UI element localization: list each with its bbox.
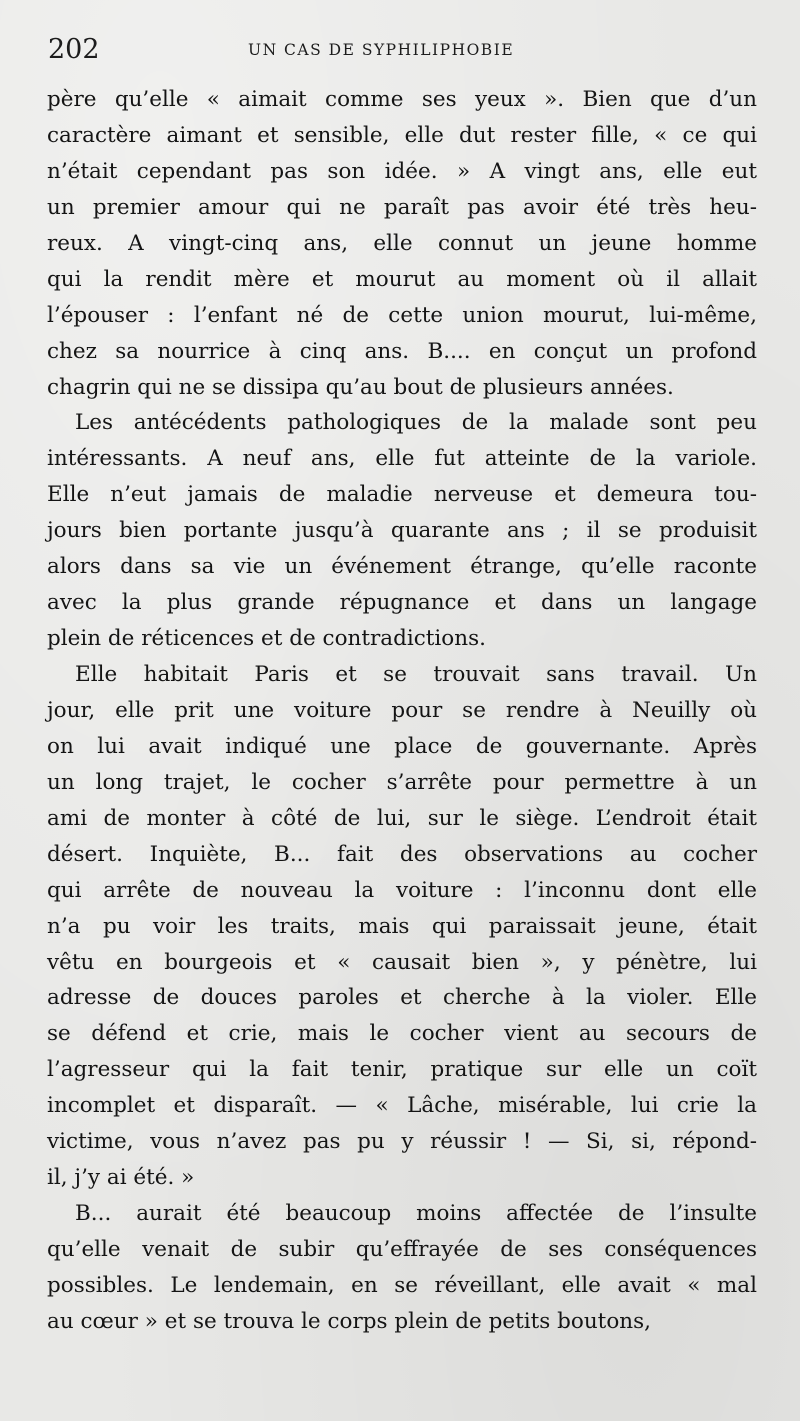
text-line: possibles. Le lendemain, en se réveillant, elle avait « mal [47,1272,757,1298]
text-line: Les antécédents pathologiques de la malade sont peu [75,410,757,436]
text-line: qui arrête de nouveau la voiture : l’inconnu dont elle [47,877,757,903]
text-line: qu’elle venait de subir qu’effrayée de ses conséquences [47,1237,757,1262]
text-line: un premier amour qui ne paraît pas avoir été très heu- [47,194,757,220]
text-line: Elle n’eut jamais de maladie nerveuse et demeura tou- [47,482,757,508]
text-line: incomplet et disparaît. — « Lâche, misérable, lui crie la [47,1093,757,1119]
running-title: UN CAS DE SYPHILIPHOBIE [248,41,515,59]
text-line: il, j’y ai été. » [47,1165,195,1191]
text-line: jour, elle prit une voiture pour se rendre à Neuilly où [47,697,757,723]
text-line: un long trajet, le cocher s’arrête pour permettre à un [47,769,757,795]
text-line: intéressants. A neuf ans, elle fut atteinte de la variole. [47,446,757,472]
text-line: jours bien portante jusqu’à quarante ans ; il se produisit [47,518,757,544]
text-line: se défend et crie, mais le cocher vient au secours de [47,1021,757,1047]
page-header [48,34,756,74]
text-line: l’épouser : l’enfant né de cette union mourut, lui-même, [47,302,757,328]
text-line: au cœur » et se trouva le corps plein de petits boutons, [47,1308,651,1334]
text-line: l’agresseur qui la fait tenir, pratique sur elle un coït [47,1057,757,1083]
text-line: désert. Inquiète, B... fait des observations au cocher [47,841,757,867]
text-line: père qu’elle « aimait comme ses yeux ». Bien que d’un [47,87,757,112]
text-line: reux. A vingt-cinq ans, elle connut un jeune homme [47,230,757,256]
text-line: caractère aimant et sensible, elle dut rester fille, « ce qui [47,122,757,148]
text-line: adresse de douces paroles et cherche à la violer. Elle [47,985,757,1011]
text-line: qui la rendit mère et mourut au moment où il allait [47,266,757,292]
text-line: n’était cependant pas son idée. » A vingt ans, elle eut [47,158,757,184]
paragraph [47,82,757,405]
text-line: alors dans sa vie un événement étrange, qu’elle raconte [47,554,757,580]
text-line: plein de réticences et de contradictions. [47,626,486,652]
text-line: chagrin qui ne se dissipa qu’au bout de plusieurs années. [47,374,674,400]
text-line: on lui avait indiqué une place de gouvernante. Après [47,733,757,759]
text-line: ami de monter à côté de lui, sur le siège. L’endroit était [47,805,757,831]
text-line: n’a pu voir les traits, mais qui paraissait jeune, était [47,913,757,939]
text-line: vêtu en bourgeois et « causait bien », y pénètre, lui [47,949,757,975]
page-number: 202 [48,34,100,65]
paragraph [47,657,757,1196]
body-text [47,82,757,1340]
text-line: chez sa nourrice à cinq ans. B.... en conçut un profond [47,338,757,364]
paragraph [47,405,757,657]
text-line: B... aurait été beaucoup moins affectée de l’insulte [75,1201,757,1227]
text-line: avec la plus grande répugnance et dans un langage [47,590,757,616]
text-line: Elle habitait Paris et se trouvait sans travail. Un [75,662,757,687]
text-line: victime, vous n’avez pas pu y réussir ! — Si, si, répond- [47,1129,757,1155]
paragraph [47,1196,757,1340]
